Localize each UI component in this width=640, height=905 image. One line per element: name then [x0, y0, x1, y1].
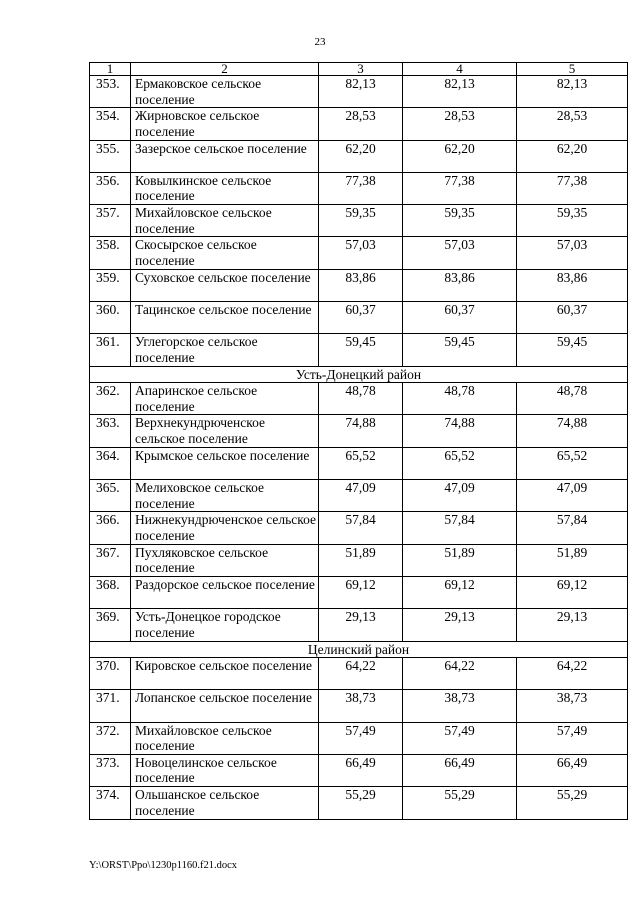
settlement-name: Крымское сельское поселение — [131, 447, 319, 479]
header-col-3: 3 — [319, 63, 403, 76]
value-col-4: 83,86 — [403, 269, 517, 301]
value-col-3: 59,45 — [319, 334, 403, 366]
header-col-4: 4 — [403, 63, 517, 76]
region-name: Усть-Донецкий район — [90, 366, 628, 383]
row-number: 372. — [90, 722, 131, 754]
row-number: 365. — [90, 480, 131, 512]
value-col-5: 59,35 — [517, 205, 628, 237]
value-col-5: 47,09 — [517, 480, 628, 512]
value-col-3: 62,20 — [319, 140, 403, 172]
value-col-4: 47,09 — [403, 480, 517, 512]
value-col-4: 60,37 — [403, 302, 517, 334]
row-number: 359. — [90, 269, 131, 301]
value-col-5: 66,49 — [517, 754, 628, 786]
table-row — [90, 754, 628, 786]
table-row — [90, 383, 628, 415]
row-number: 370. — [90, 658, 131, 690]
row-number: 358. — [90, 237, 131, 269]
value-col-3: 65,52 — [319, 447, 403, 479]
value-col-5: 64,22 — [517, 658, 628, 690]
value-col-3: 77,38 — [319, 172, 403, 204]
table-row — [90, 269, 628, 301]
value-col-3: 38,73 — [319, 690, 403, 722]
settlement-name: Зазерское сельское поселение — [131, 140, 319, 172]
table-row — [90, 658, 628, 690]
value-col-3: 51,89 — [319, 544, 403, 576]
value-col-4: 59,45 — [403, 334, 517, 366]
settlement-name: Тацинское сельское поселение — [131, 302, 319, 334]
region-row — [90, 641, 628, 658]
value-col-5: 62,20 — [517, 140, 628, 172]
value-col-4: 64,22 — [403, 658, 517, 690]
value-col-4: 51,89 — [403, 544, 517, 576]
value-col-3: 29,13 — [319, 609, 403, 641]
row-number: 364. — [90, 447, 131, 479]
value-col-4: 59,35 — [403, 205, 517, 237]
row-number: 362. — [90, 383, 131, 415]
value-col-4: 55,29 — [403, 787, 517, 819]
value-col-5: 83,86 — [517, 269, 628, 301]
value-col-5: 28,53 — [517, 108, 628, 140]
table-row — [90, 415, 628, 447]
settlement-name: Жирновское сельское поселение — [131, 108, 319, 140]
table-header-row — [90, 63, 628, 76]
row-number: 354. — [90, 108, 131, 140]
value-col-3: 48,78 — [319, 383, 403, 415]
value-col-3: 64,22 — [319, 658, 403, 690]
footer-file-path: Y:\ORST\Ppo\1230p1160.f21.docx — [89, 860, 237, 871]
value-col-5: 57,84 — [517, 512, 628, 544]
value-col-4: 48,78 — [403, 383, 517, 415]
value-col-3: 66,49 — [319, 754, 403, 786]
table-row — [90, 302, 628, 334]
value-col-3: 82,13 — [319, 76, 403, 108]
row-number: 366. — [90, 512, 131, 544]
settlement-name: Новоцелинское сельское поселение — [131, 754, 319, 786]
settlement-name: Скосырское сельское поселение — [131, 237, 319, 269]
row-number: 368. — [90, 576, 131, 608]
table-row — [90, 480, 628, 512]
value-col-5: 69,12 — [517, 576, 628, 608]
value-col-3: 57,84 — [319, 512, 403, 544]
value-col-5: 60,37 — [517, 302, 628, 334]
table-body — [90, 76, 628, 820]
value-col-3: 57,49 — [319, 722, 403, 754]
region-name: Целинский район — [90, 641, 628, 658]
table-row — [90, 576, 628, 608]
row-number: 356. — [90, 172, 131, 204]
table-row — [90, 722, 628, 754]
data-table — [89, 62, 628, 820]
value-col-4: 82,13 — [403, 76, 517, 108]
value-col-5: 48,78 — [517, 383, 628, 415]
row-number: 369. — [90, 609, 131, 641]
row-number: 361. — [90, 334, 131, 366]
table-row — [90, 334, 628, 366]
row-number: 367. — [90, 544, 131, 576]
table-row — [90, 512, 628, 544]
settlement-name: Нижнекундрюченское сельское поселение — [131, 512, 319, 544]
table-row — [90, 172, 628, 204]
value-col-5: 59,45 — [517, 334, 628, 366]
value-col-5: 51,89 — [517, 544, 628, 576]
value-col-4: 69,12 — [403, 576, 517, 608]
row-number: 360. — [90, 302, 131, 334]
value-col-3: 74,88 — [319, 415, 403, 447]
value-col-5: 77,38 — [517, 172, 628, 204]
settlement-name: Кировское сельское поселение — [131, 658, 319, 690]
value-col-3: 60,37 — [319, 302, 403, 334]
value-col-5: 38,73 — [517, 690, 628, 722]
table-row — [90, 544, 628, 576]
settlement-name: Михайловское сельское поселение — [131, 722, 319, 754]
value-col-4: 57,03 — [403, 237, 517, 269]
value-col-3: 83,86 — [319, 269, 403, 301]
region-row — [90, 366, 628, 383]
row-number: 355. — [90, 140, 131, 172]
row-number: 363. — [90, 415, 131, 447]
header-col-5: 5 — [517, 63, 628, 76]
value-col-5: 29,13 — [517, 609, 628, 641]
settlement-name: Ковылкинское сельское поселение — [131, 172, 319, 204]
row-number: 371. — [90, 690, 131, 722]
value-col-4: 29,13 — [403, 609, 517, 641]
value-col-4: 57,49 — [403, 722, 517, 754]
settlement-name: Ольшанское сельское поселение — [131, 787, 319, 819]
row-number: 357. — [90, 205, 131, 237]
settlement-name: Михайловское сельское поселение — [131, 205, 319, 237]
table-row — [90, 447, 628, 479]
value-col-4: 65,52 — [403, 447, 517, 479]
settlement-name: Углегорское сельское поселение — [131, 334, 319, 366]
value-col-4: 57,84 — [403, 512, 517, 544]
value-col-5: 74,88 — [517, 415, 628, 447]
value-col-3: 28,53 — [319, 108, 403, 140]
row-number: 373. — [90, 754, 131, 786]
value-col-5: 57,49 — [517, 722, 628, 754]
table-row — [90, 237, 628, 269]
value-col-3: 55,29 — [319, 787, 403, 819]
value-col-3: 69,12 — [319, 576, 403, 608]
value-col-4: 77,38 — [403, 172, 517, 204]
value-col-5: 55,29 — [517, 787, 628, 819]
value-col-3: 47,09 — [319, 480, 403, 512]
value-col-5: 82,13 — [517, 76, 628, 108]
row-number: 353. — [90, 76, 131, 108]
value-col-3: 59,35 — [319, 205, 403, 237]
settlement-name: Мелиховское сельское поселение — [131, 480, 319, 512]
value-col-3: 57,03 — [319, 237, 403, 269]
header-col-2: 2 — [131, 63, 319, 76]
settlement-name: Лопанское сельское поселение — [131, 690, 319, 722]
settlement-name: Суховское сельское поселение — [131, 269, 319, 301]
table-row — [90, 205, 628, 237]
table-row — [90, 787, 628, 819]
row-number: 374. — [90, 787, 131, 819]
value-col-4: 28,53 — [403, 108, 517, 140]
settlement-name: Верхнекундрюченское сельское поселение — [131, 415, 319, 447]
page-number: 23 — [314, 36, 326, 48]
table-row — [90, 76, 628, 108]
table-row — [90, 609, 628, 641]
settlement-name: Усть-Донецкое городское поселение — [131, 609, 319, 641]
header-col-1: 1 — [90, 63, 131, 76]
settlement-name: Апаринское сельское поселение — [131, 383, 319, 415]
value-col-4: 66,49 — [403, 754, 517, 786]
table-row — [90, 690, 628, 722]
value-col-4: 74,88 — [403, 415, 517, 447]
settlement-name: Ермаковское сельское поселение — [131, 76, 319, 108]
value-col-5: 57,03 — [517, 237, 628, 269]
table-row — [90, 108, 628, 140]
table-row — [90, 140, 628, 172]
value-col-4: 62,20 — [403, 140, 517, 172]
settlement-name: Пухляковское сельское поселение — [131, 544, 319, 576]
value-col-4: 38,73 — [403, 690, 517, 722]
settlement-name: Раздорское сельское поселение — [131, 576, 319, 608]
value-col-5: 65,52 — [517, 447, 628, 479]
